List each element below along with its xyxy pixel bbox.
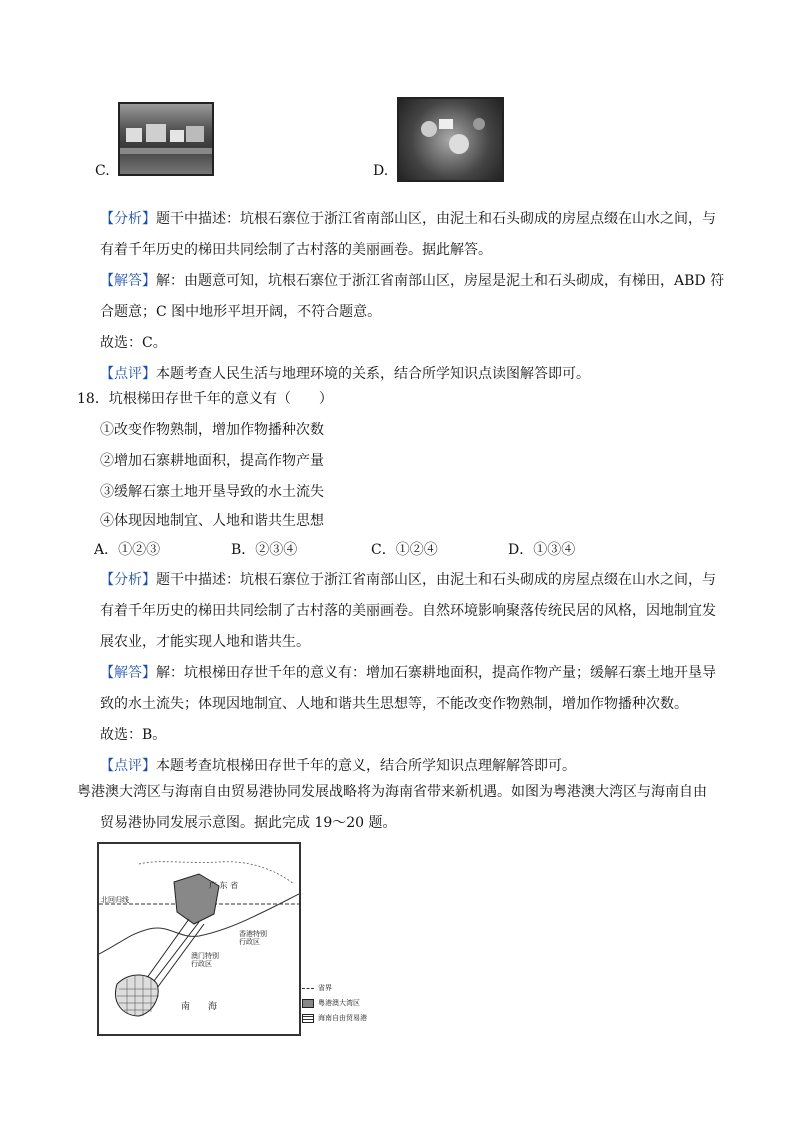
bay-area-symbol	[302, 999, 314, 1008]
intro-line1: 粤港澳大湾区与海南自由贸易港协同发展战略将为海南省带来新机遇。如图为粤港澳大湾区与海南自由	[77, 784, 707, 800]
q18-choice-c: C．①②④	[371, 542, 438, 558]
q18-choose: 故选：B。	[100, 727, 167, 743]
analysis-tag: 【分析】	[100, 572, 156, 588]
analysis-text: 题干中描述：坑根石寨位于浙江省南部山区，由泥土和石头砌成的房屋点缀在山水之间，与	[156, 211, 716, 227]
q18-analysis-line3: 展农业，才能实现人地和谐共生。	[100, 634, 310, 650]
option-c-label: C.	[95, 163, 110, 179]
q18-choice-d: D．①③④	[508, 542, 576, 558]
q17-comment	[100, 364, 590, 384]
q18-stem: 18．坑根梯田存世千年的意义有（ ）	[77, 391, 333, 407]
analysis-text: 题干中描述：坑根石寨位于浙江省南部山区，由泥土和石头砌成的房屋点缀在山水之间，与	[156, 572, 716, 588]
q18-item-3: ③缓解石寨土地开垦导致的水土流失	[100, 484, 324, 500]
free-trade-port-symbol	[302, 1014, 314, 1023]
comment-tag: 【点评】	[100, 758, 156, 774]
option-d-label: D.	[373, 163, 389, 179]
legend-row-bay	[302, 998, 360, 1008]
legend-row-boundary	[302, 983, 332, 993]
q17-answer-line1	[100, 271, 724, 291]
q18-choice-a: A．①②③	[94, 542, 161, 558]
province-label: 广 东 省	[209, 881, 239, 890]
q17-choose: 故选：C。	[100, 335, 167, 351]
bay-area-map	[97, 842, 301, 1036]
comment-text: 本题考查坑根梯田存世千年的意义，结合所学知识点理解解答即可。	[156, 758, 576, 774]
map-legend	[302, 983, 412, 1028]
intro-line2: 贸易港协同发展示意图。据此完成 19～20 题。	[100, 815, 397, 831]
hk-label: 香港特别行政区	[239, 930, 267, 946]
answer-tag: 【解答】	[100, 665, 156, 681]
tropic-label: 北回归线	[101, 896, 129, 904]
q18-item-2: ②增加石寨耕地面积，提高作物产量	[100, 453, 324, 469]
sea-label: 南 海	[181, 1002, 218, 1012]
comment-text: 本题考查人民生活与地理环境的关系，结合所学知识点读图解答即可。	[156, 366, 590, 382]
q17-analysis-line1	[100, 209, 716, 229]
answer-text: 解：坑根梯田存世千年的意义有：增加石寨耕地面积，提高作物产量；缓解石寨土地开垦导	[156, 665, 716, 681]
q18-item-1: ①改变作物熟制，增加作物播种次数	[100, 422, 324, 438]
legend-bay-label: 粤港澳大湾区	[318, 999, 360, 1007]
comment-tag: 【点评】	[100, 366, 156, 382]
q18-answer-line2: 致的水土流失；体现因地制宜、人地和谐共生思想等，不能改变作物熟制，增加作物播种次数。	[100, 696, 688, 712]
q17-analysis-line2: 有着千年历史的梯田共同绘制了古村落的美丽画卷。据此解答。	[100, 242, 492, 258]
q17-answer-line2: 合题意；C 图中地形平坦开阔，不符合题意。	[100, 304, 382, 320]
q18-analysis-line1	[100, 570, 716, 590]
photo-option-c	[118, 102, 214, 176]
q18-item-4: ④体现因地制宜、人地和谐共生思想	[100, 513, 324, 529]
photo-option-d	[397, 97, 504, 182]
answer-text: 解：由题意可知，坑根石寨位于浙江省南部山区，房屋是泥土和石头砌成，有梯田，ABD 符	[156, 273, 725, 289]
analysis-tag: 【分析】	[100, 211, 156, 227]
q18-comment	[100, 756, 576, 776]
legend-boundary-label: 省界	[318, 984, 332, 992]
answer-tag: 【解答】	[100, 273, 156, 289]
macau-label: 澳门特别行政区	[191, 952, 219, 968]
boundary-symbol	[302, 988, 314, 989]
legend-ftp-label: 海南自由贸易港	[318, 1014, 367, 1022]
q18-analysis-line2: 有着千年历史的梯田共同绘制了古村落的美丽画卷。自然环境影响聚落传统民居的风格，因地制宜发	[100, 603, 716, 619]
q18-answer-line1	[100, 663, 716, 683]
q18-choice-b: B．②③④	[231, 542, 298, 558]
legend-row-ftp	[302, 1013, 367, 1023]
